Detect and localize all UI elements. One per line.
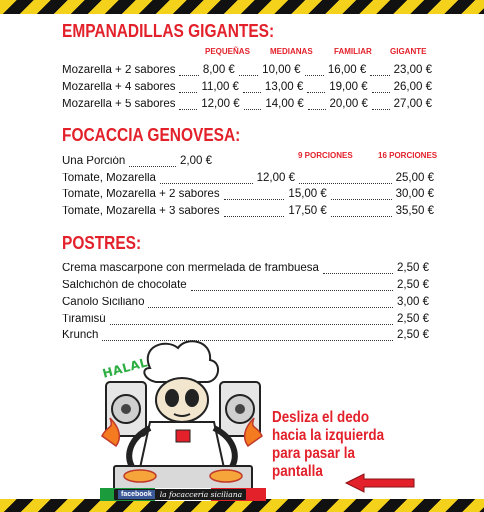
dot-leader: [372, 91, 390, 93]
facebook-badge[interactable]: [114, 489, 246, 500]
dot-leader: [370, 74, 389, 76]
hazard-stripe-top: [0, 0, 484, 14]
item-name: Salchichón de chocolate: [62, 280, 187, 292]
dot-leader: [179, 108, 197, 110]
dot-leader: [331, 198, 392, 200]
column-header-gigante: GIGANTE: [390, 47, 427, 56]
price-gigante: 27,00 €: [393, 98, 433, 111]
column-header-9-porciones: 9 PORCIONES: [298, 151, 353, 160]
column-header-pequenas: PEQUEÑAS: [205, 47, 250, 56]
column-header-16-porciones: 16 PORCIONES: [378, 151, 438, 160]
price-pequena: 11,00 €: [201, 81, 239, 94]
price-familiar: 19,00 €: [329, 81, 368, 94]
dot-leader: [308, 108, 326, 110]
left-arrow-icon: [344, 472, 416, 494]
item-name: Mozarella + 5 sabores: [62, 99, 176, 111]
dot-leader: [307, 91, 325, 93]
price-9-porciones: 17,50 €: [288, 205, 327, 218]
dot-leader: [110, 323, 393, 325]
menu-row: [62, 279, 429, 293]
item-name: Canolo Siciliano: [62, 297, 145, 309]
item-name: Mozarella + 4 sabores: [62, 82, 176, 94]
price: 2,50 €: [397, 262, 429, 275]
dot-leader: [148, 306, 393, 308]
dot-leader: [191, 289, 393, 291]
menu-row: [62, 81, 432, 95]
dot-leader: [331, 215, 392, 217]
price-9-porciones: 12,00 €: [256, 172, 295, 185]
column-header-familiar: FAMILIAR: [334, 47, 372, 56]
price-16-porciones: 25,00 €: [395, 172, 434, 185]
dot-leader: [129, 165, 176, 167]
item-name: Mozarella + 2 sabores: [62, 65, 176, 77]
dot-leader: [243, 91, 261, 93]
item-name: Una Porción: [62, 156, 126, 168]
menu-row: [62, 205, 434, 219]
price-familiar: 16,00 €: [327, 64, 367, 77]
price: 2,50 €: [397, 279, 429, 292]
dot-leader: [372, 108, 390, 110]
menu-row: [62, 262, 429, 276]
dot-leader: [224, 215, 285, 217]
facebook-page-name: la focacceria siciliana: [159, 490, 243, 499]
facebook-icon: facebook: [118, 490, 155, 499]
price-familiar: 20,00 €: [329, 98, 368, 111]
price-pequena: 8,00 €: [202, 64, 235, 77]
dot-leader: [305, 74, 324, 76]
price: 3,00 €: [397, 296, 429, 309]
dot-leader: [179, 91, 197, 93]
price-16-porciones: 35,50 €: [395, 205, 435, 218]
column-header-medianas: MEDIANAS: [270, 47, 313, 56]
price-porcion: 2,00 €: [180, 155, 212, 168]
dot-leader: [160, 182, 253, 184]
menu-row: [62, 313, 429, 327]
price-gigante: 26,00 €: [393, 81, 432, 94]
price-16-porciones: 30,00 €: [395, 188, 435, 201]
price-9-porciones: 15,00 €: [288, 188, 327, 201]
item-name: Tomate, Mozarella + 3 sabores: [62, 206, 220, 218]
price-mediana: 13,00 €: [264, 81, 304, 94]
price-mediana: 14,00 €: [265, 98, 304, 111]
item-name: Tiramisú: [62, 314, 106, 326]
section-title-empanadillas: EMPANADILLAS GIGANTES:: [62, 21, 275, 41]
menu-row: [62, 188, 434, 202]
dot-leader: [239, 74, 258, 76]
price: 2,50 €: [397, 329, 429, 342]
halal-label: HALAL: [100, 355, 150, 381]
menu-row: [62, 64, 432, 78]
swipe-instruction-text: Desliza el dedo hacia la izquierda para pasar la pantalla: [272, 409, 385, 480]
menu-row: [62, 172, 434, 186]
menu-row: [62, 98, 432, 112]
price: 2,50 €: [397, 313, 429, 326]
item-name: Tomate, Mozarella: [62, 173, 156, 185]
item-name: Tomate, Mozarella + 2 sabores: [62, 189, 220, 201]
menu-row: [62, 296, 429, 310]
menu-row: [62, 155, 212, 169]
section-title-focaccia: FOCACCIA GENOVESA:: [62, 125, 241, 145]
item-name: Krunch: [62, 330, 99, 342]
price-pequena: 12,00 €: [201, 98, 240, 111]
price-gigante: 23,00 €: [393, 64, 433, 77]
dot-leader: [299, 182, 392, 184]
price-mediana: 10,00 €: [262, 64, 301, 77]
dot-leader: [179, 74, 198, 76]
dot-leader: [244, 108, 262, 110]
dot-leader: [323, 272, 393, 274]
item-name: Crema mascarpone con mermelada de frambuesa: [62, 263, 319, 275]
dot-leader: [224, 198, 285, 200]
section-title-postres: POSTRES:: [62, 233, 142, 253]
